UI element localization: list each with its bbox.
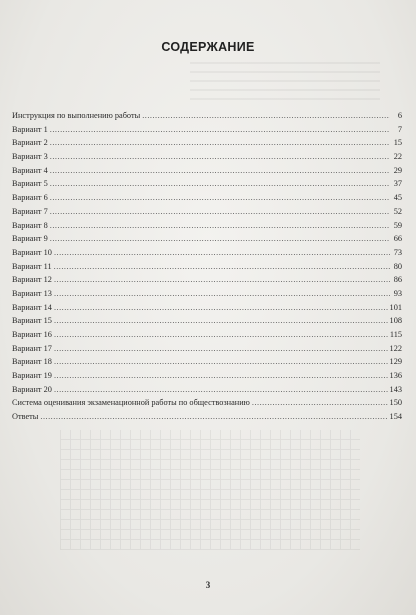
dot-leader [50,164,390,178]
toc-entry-page: 150 [389,398,402,408]
dot-leader [54,369,388,383]
toc-entry [12,328,402,342]
toc-entry-label: Вариант 6 [12,193,48,203]
dot-leader [54,328,388,342]
toc-entry-page: 129 [389,357,402,367]
toc-entry-page: 52 [393,206,402,216]
dot-leader [252,396,388,410]
toc-entry-label: Вариант 16 [12,330,52,339]
toc-entry-page: 45 [393,193,402,203]
toc-entry [12,177,402,191]
toc-entry [12,260,402,274]
toc-entry [12,314,402,328]
toc-entry-page: 122 [389,343,402,353]
toc-entry [12,136,402,150]
toc-entry-page: 108 [389,316,402,326]
toc-entry-page: 86 [393,275,402,285]
toc-entry-page: 143 [389,384,402,394]
toc-entry [12,123,402,137]
dot-leader [50,177,390,191]
toc-entry [12,232,402,246]
toc-entry [12,273,402,287]
toc-entry [12,369,402,383]
toc-entry-page: 29 [393,165,402,175]
table-of-contents [12,109,402,424]
toc-entry [12,301,402,315]
toc-entry [12,383,402,397]
toc-entry-label: Вариант 12 [12,275,52,285]
dot-leader [54,342,388,356]
bleed-through-text [190,55,380,100]
toc-entry-label: Вариант 9 [12,234,48,244]
toc-entry-label: Вариант 19 [12,371,52,381]
toc-entry-page: 37 [393,179,402,189]
toc-entry-label: Вариант 2 [12,138,48,148]
toc-entry-label: Вариант 7 [12,206,48,216]
toc-entry-page: 101 [389,302,402,312]
toc-entry-page: 22 [393,152,402,162]
toc-entry [12,355,402,369]
dot-leader [54,314,388,328]
toc-entry-page: 6 [397,111,402,120]
dot-leader [50,136,390,150]
toc-entry-page: 115 [389,330,402,339]
dot-leader [54,260,390,274]
toc-entry-page: 66 [393,234,402,244]
toc-entry-page: 80 [393,261,402,271]
toc-entry-label: Вариант 13 [12,288,52,298]
dot-leader [54,273,390,287]
dot-leader [54,383,388,397]
toc-entry-label: Вариант 5 [12,179,48,189]
dot-leader [50,123,390,137]
toc-entry-label: Ответы [12,412,39,422]
dot-leader [142,109,390,123]
toc-entry [12,287,402,301]
toc-entry-label: Вариант 8 [12,220,48,230]
dot-leader [54,287,390,301]
dot-leader [50,150,390,164]
toc-entry [12,109,402,123]
dot-leader [54,355,388,369]
toc-entry [12,410,402,424]
toc-entry-label: Вариант 20 [12,384,52,394]
dot-leader [54,301,388,315]
toc-entry-page: 59 [393,220,402,230]
dot-leader [50,205,390,219]
page-title: СОДЕРЖАНИЕ [161,40,255,54]
toc-entry [12,191,402,205]
page-number: 3 [205,580,211,590]
toc-entry [12,219,402,233]
dot-leader [50,219,390,233]
toc-entry [12,246,402,260]
toc-entry-page: 136 [389,371,402,381]
toc-entry-page: 73 [393,247,402,257]
toc-entry [12,205,402,219]
toc-entry-label: Вариант 3 [12,152,48,162]
toc-entry [12,342,402,356]
toc-entry [12,164,402,178]
toc-entry-label: Система оценивания экзаменационной работы по обществознанию [12,398,250,408]
dot-leader [54,246,390,260]
dot-leader [50,191,390,205]
toc-entry-label: Вариант 17 [12,343,52,353]
toc-entry-label: Вариант 18 [12,357,52,367]
toc-entry [12,150,402,164]
bleed-through-grid [60,430,360,550]
toc-entry-label: Вариант 10 [12,247,52,257]
toc-entry-label: Инструкция по выполнению работы [12,111,141,120]
toc-entry-page: 7 [397,124,402,134]
toc-entry-label: Вариант 11 [12,261,52,271]
toc-entry-label: Вариант 4 [12,165,48,175]
toc-entry-page: 93 [393,288,402,298]
toc-entry-label: Вариант 14 [12,302,52,312]
toc-entry-label: Вариант 1 [12,124,48,134]
toc-entry-page: 15 [393,138,402,148]
toc-entry-page: 154 [389,412,402,422]
dot-leader [50,232,390,246]
dot-leader [40,410,387,424]
toc-entry-label: Вариант 15 [12,316,52,326]
toc-entry [12,396,402,410]
